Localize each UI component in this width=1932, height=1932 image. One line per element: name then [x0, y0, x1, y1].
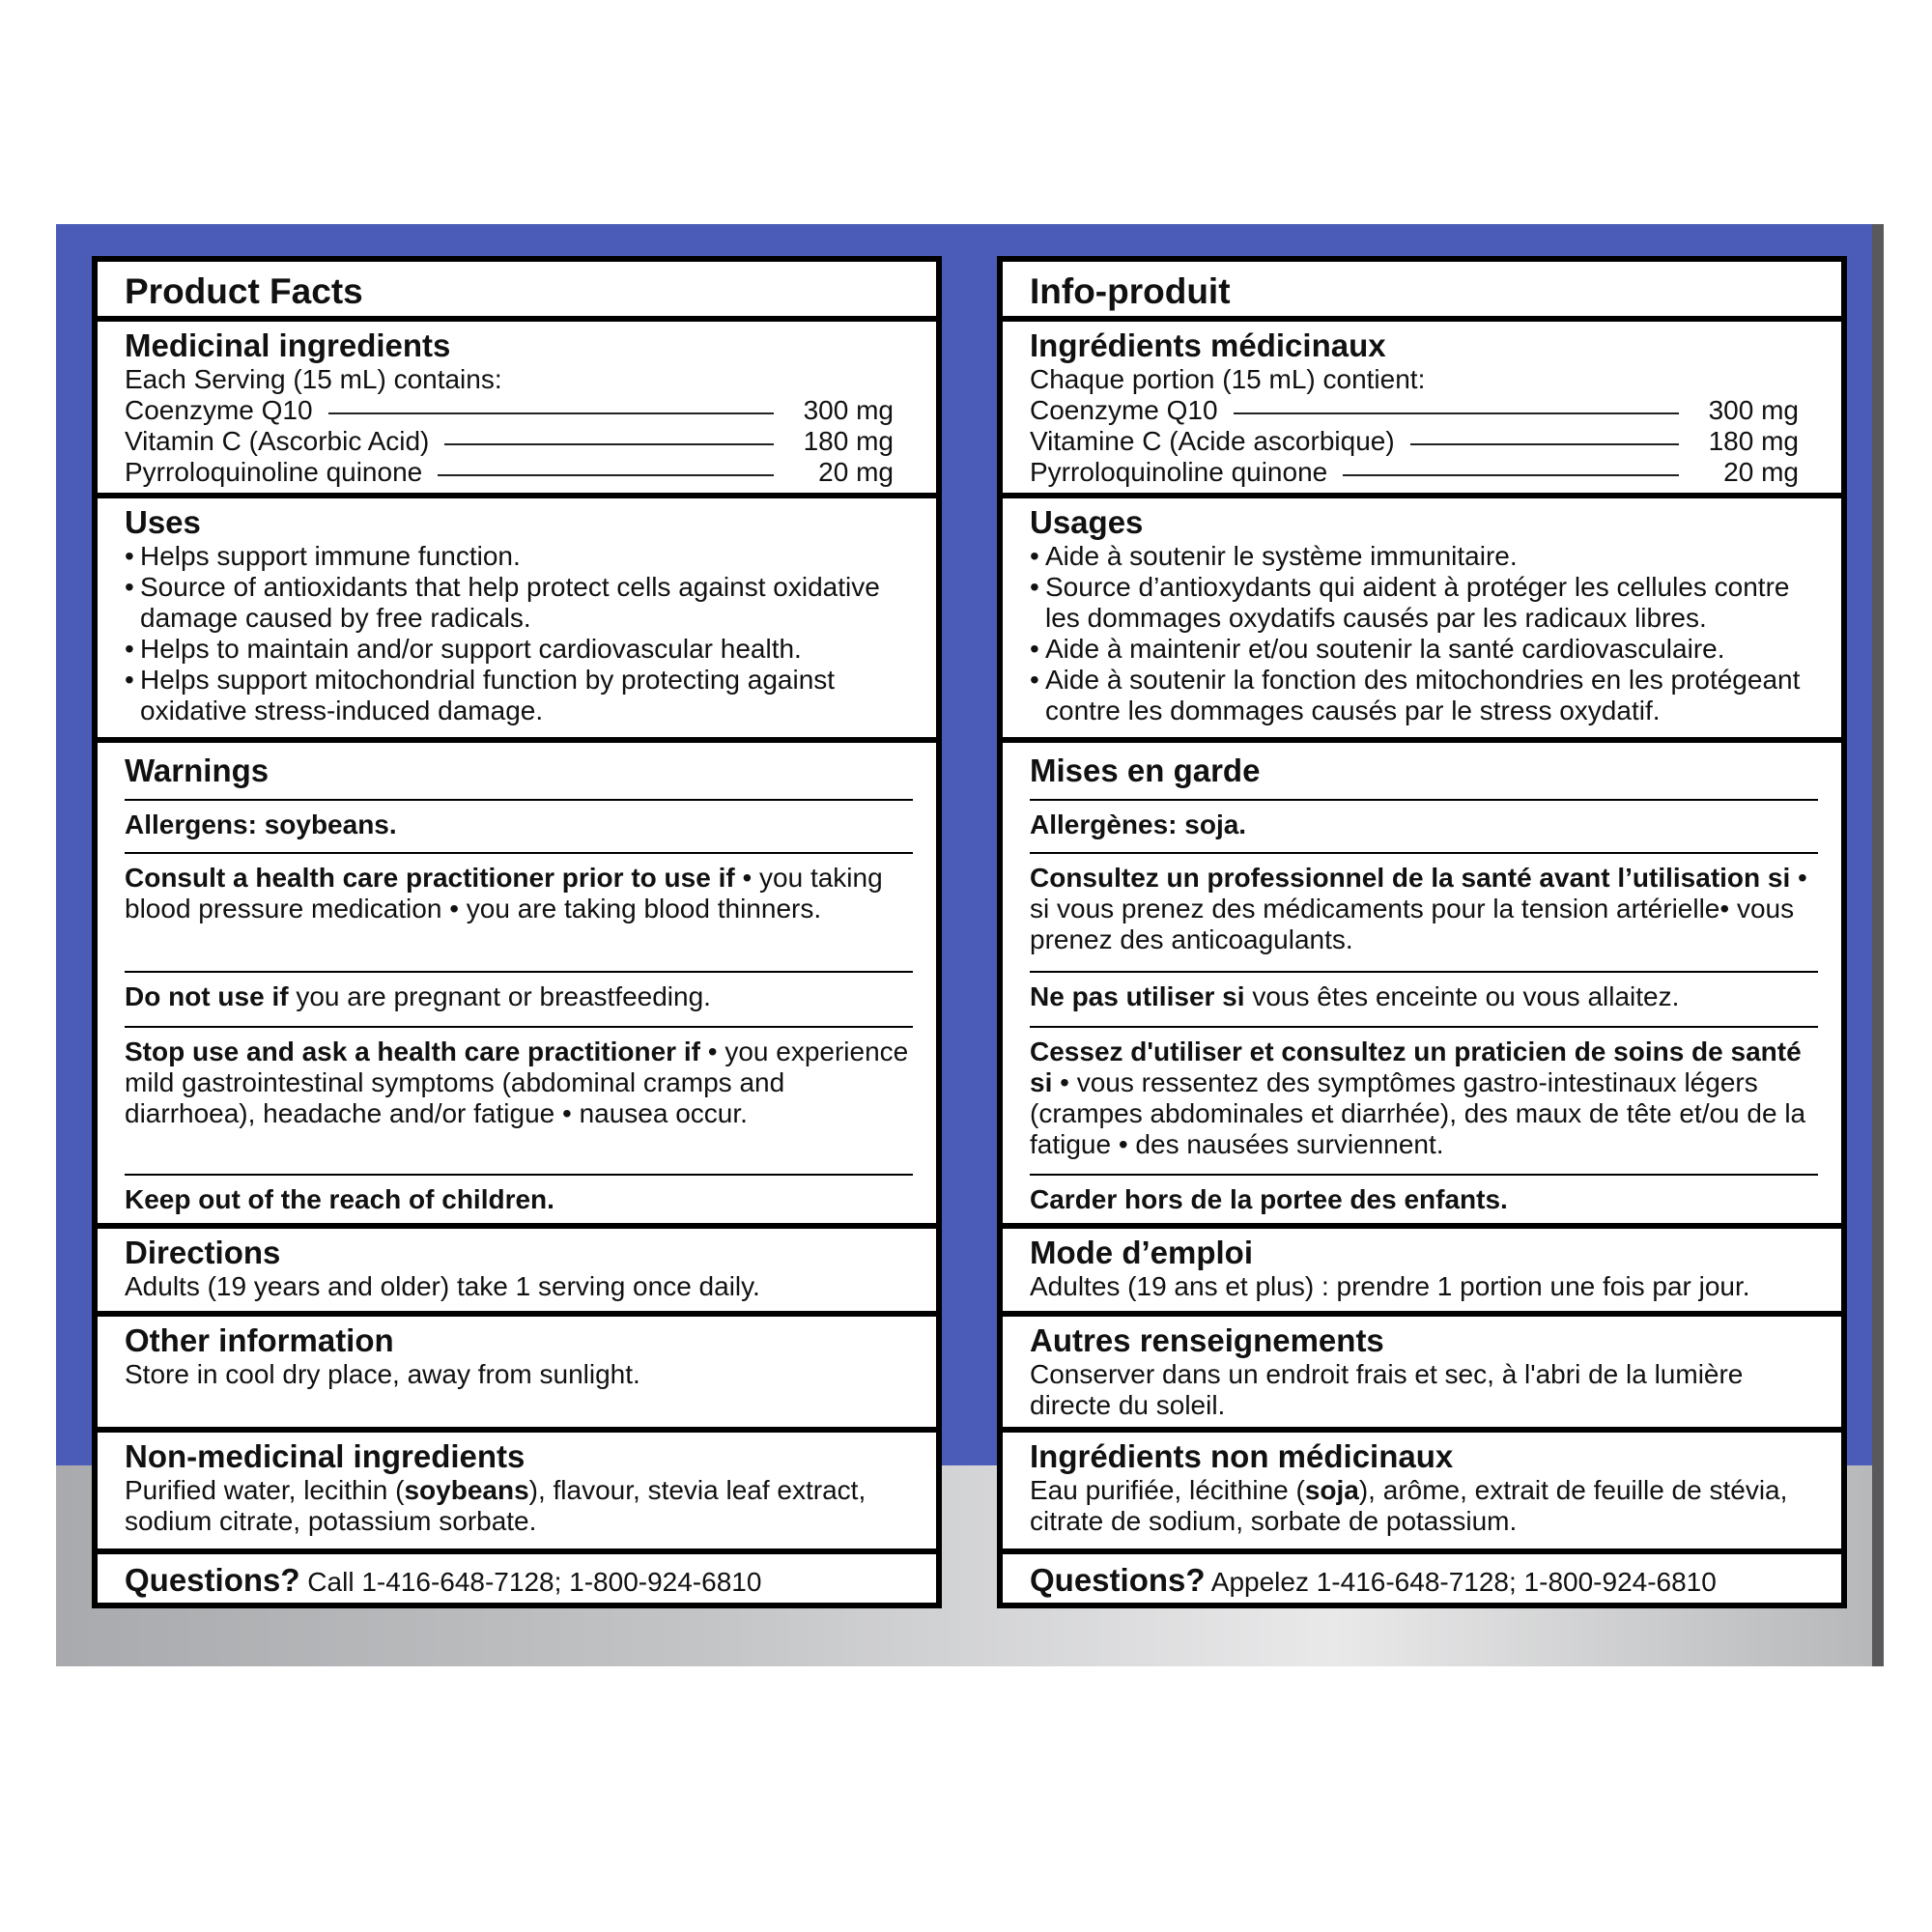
panel-title-section [98, 262, 936, 322]
nonmed-text-a: Eau purifiée, lécithine ( [1030, 1475, 1305, 1506]
consult-warning [1030, 852, 1818, 971]
uses-section [98, 498, 936, 743]
directions-text: Adults (19 years and older) take 1 serving once daily. [125, 1271, 760, 1302]
questions-section [1003, 1554, 1841, 1603]
medicinal-ingredients-section [1003, 322, 1841, 498]
questions-text [1030, 1564, 1818, 1599]
ingredient-row [1030, 426, 1818, 457]
panel-title-section [1003, 262, 1841, 322]
section-heading: Ingrédients médicinaux [1030, 327, 1386, 363]
keep-away-text: Keep out of the reach of children. [125, 1174, 913, 1223]
stop-use-warning [1030, 1026, 1818, 1174]
ingredient-row [125, 426, 913, 457]
leader-line [1234, 412, 1679, 414]
section-heading: Non-medicinal ingredients [125, 1438, 526, 1475]
do-not-use-bold: Do not use if [125, 981, 289, 1012]
do-not-use-text: you are pregnant or breastfeeding. [288, 981, 711, 1012]
non-medicinal-text [1030, 1475, 1818, 1537]
list-item: • Source d’antioxydants qui aident à protéger les cellules contre les dommages oxydatifs causés par les radicaux libres. [1030, 572, 1818, 634]
questions-label: Questions? [125, 1562, 300, 1598]
list-item: • Aide à maintenir et/ou soutenir la santé cardiovasculaire. [1030, 634, 1818, 665]
panel-title: Product Facts [125, 271, 363, 311]
warnings-section [1003, 743, 1841, 1229]
band-edge [1872, 224, 1884, 1666]
leader-line [444, 443, 774, 445]
questions-text [125, 1564, 913, 1599]
product-facts-panel [92, 256, 942, 1608]
non-medicinal-ingredients-section [98, 1433, 936, 1554]
ingredient-row [125, 395, 913, 426]
directions-text: Adultes (19 ans et plus) : prendre 1 portion une fois par jour. [1030, 1271, 1750, 1302]
list-item: • Helps to maintain and/or support cardiovascular health. [125, 634, 913, 665]
consult-text: • si vous prenez des médicaments pour la tension artérielle• vous prenez des anticoagulants. [1030, 863, 1807, 955]
section-heading: Autres renseignements [1030, 1321, 1384, 1358]
consult-bold: Consultez un professionnel de la santé avant l’utilisation si [1030, 863, 1791, 894]
ingredient-name: Pyrroloquinoline quinone [125, 457, 423, 487]
questions-section [98, 1554, 936, 1603]
leader-line [438, 474, 774, 476]
nonmed-text-b: ), flavour, stevia leaf extract, sodium citrate, potassium sorbate. [125, 1475, 867, 1537]
ingredient-amount: 20 mg [1723, 457, 1799, 487]
leader-line [1343, 474, 1679, 476]
do-not-use-warning [125, 971, 913, 1026]
questions-label: Questions? [1030, 1562, 1206, 1598]
consult-bold: Consult a health care practitioner prior to use if [125, 863, 735, 894]
other-information-section [98, 1317, 936, 1434]
uses-list [1030, 541, 1818, 726]
ingredient-amount: 180 mg [803, 426, 894, 456]
ingredient-name: Coenzyme Q10 [1030, 395, 1218, 425]
other-information-text: Conserver dans un endroit frais et sec, à l'abri de la lumière directe du soleil. [1030, 1358, 1744, 1420]
ingredient-amount: 300 mg [803, 395, 894, 425]
do-not-use-warning [1030, 971, 1818, 1026]
consult-warning [125, 852, 913, 971]
panel-title: Info-produit [1030, 271, 1231, 311]
ingredient-amount: 20 mg [818, 457, 894, 487]
section-heading: Mode d’emploi [1030, 1235, 1253, 1271]
ingredient-name: Vitamine C (Acide ascorbique) [1030, 426, 1395, 456]
list-item: • Helps support immune function. [125, 541, 913, 572]
directions-section [1003, 1229, 1841, 1316]
nonmed-text-bold: soja [1304, 1475, 1359, 1506]
nonmed-text-b: ), arôme, extrait de feuille de stévia, citrate de sodium, sorbate de potassium. [1030, 1475, 1788, 1537]
uses-list [125, 541, 913, 726]
stop-use-text: • vous ressentez des symptômes gastro-intestinaux légers (crampes abdominales et diarrhée), des maux de tête et/ou de la fatigue • des nausées surviennent. [1030, 1067, 1806, 1160]
consult-text: • you taking blood pressure medication • you are taking blood thinners. [125, 863, 883, 924]
warnings-section [98, 743, 936, 1229]
list-item: • Source of antioxidants that help protect cells against oxidative damage caused by free radicals. [125, 572, 913, 634]
ingredient-row [125, 457, 913, 488]
list-item: • Aide à soutenir la fonction des mitochondries en les protégeant contre les dommages causés par le stress oxydatif. [1030, 665, 1818, 726]
ingredient-name: Coenzyme Q10 [125, 395, 313, 425]
stop-use-text: • you experience mild gastrointestinal symptoms (abdominal cramps and diarrhoea), headache and/or fatigue • nausea occur. [125, 1037, 909, 1129]
serving-text: Chaque portion (15 mL) contient: [1030, 364, 1426, 394]
section-heading: Usages [1030, 504, 1144, 541]
section-heading: Warnings [125, 753, 270, 789]
list-item: • Aide à soutenir le système immunitaire. [1030, 541, 1818, 572]
section-heading: Uses [125, 504, 201, 541]
ingredient-name: Vitamin C (Ascorbic Acid) [125, 426, 430, 456]
section-heading: Mises en garde [1030, 753, 1261, 789]
questions-phone: Call 1-416-648-7128; 1-800-924-6810 [299, 1567, 762, 1597]
allergens-text: Allergens: soybeans. [125, 799, 913, 852]
other-information-text: Store in cool dry place, away from sunlight. [125, 1358, 640, 1389]
ingredient-name: Pyrroloquinoline quinone [1030, 457, 1328, 487]
medicinal-ingredients-section [98, 322, 936, 498]
leader-line [1410, 443, 1679, 445]
non-medicinal-ingredients-section [1003, 1433, 1841, 1554]
keep-away-text: Carder hors de la portee des enfants. [1030, 1174, 1818, 1223]
info-produit-panel [997, 256, 1847, 1608]
stop-use-bold: Cessez d'utiliser et consultez un praticien de soins de santé si [1030, 1037, 1802, 1098]
nonmed-text-a: Purified water, lecithin ( [125, 1475, 405, 1506]
nonmed-text-bold: soybeans [404, 1475, 529, 1506]
ingredient-row [1030, 457, 1818, 488]
uses-section [1003, 498, 1841, 743]
stop-use-warning [125, 1026, 913, 1174]
non-medicinal-text [125, 1475, 913, 1537]
list-item: • Helps support mitochondrial function by protecting against oxidative stress-induced damage. [125, 665, 913, 726]
section-heading: Other information [125, 1321, 394, 1358]
section-heading: Directions [125, 1235, 281, 1271]
leader-line [328, 412, 774, 414]
serving-text: Each Serving (15 mL) contains: [125, 364, 502, 394]
section-heading: Ingrédients non médicinaux [1030, 1438, 1454, 1475]
directions-section [98, 1229, 936, 1316]
stop-use-bold: Stop use and ask a health care practitioner if [125, 1037, 700, 1067]
section-heading: Medicinal ingredients [125, 327, 451, 363]
other-information-section [1003, 1317, 1841, 1434]
ingredient-amount: 180 mg [1708, 426, 1799, 456]
questions-phone: Appelez 1-416-648-7128; 1-800-924-6810 [1205, 1567, 1717, 1597]
do-not-use-text: vous êtes enceinte ou vous allaitez. [1244, 981, 1680, 1012]
allergens-text: Allergènes: soja. [1030, 799, 1818, 852]
ingredient-row [1030, 395, 1818, 426]
do-not-use-bold: Ne pas utiliser si [1030, 981, 1245, 1012]
ingredient-amount: 300 mg [1708, 395, 1799, 425]
